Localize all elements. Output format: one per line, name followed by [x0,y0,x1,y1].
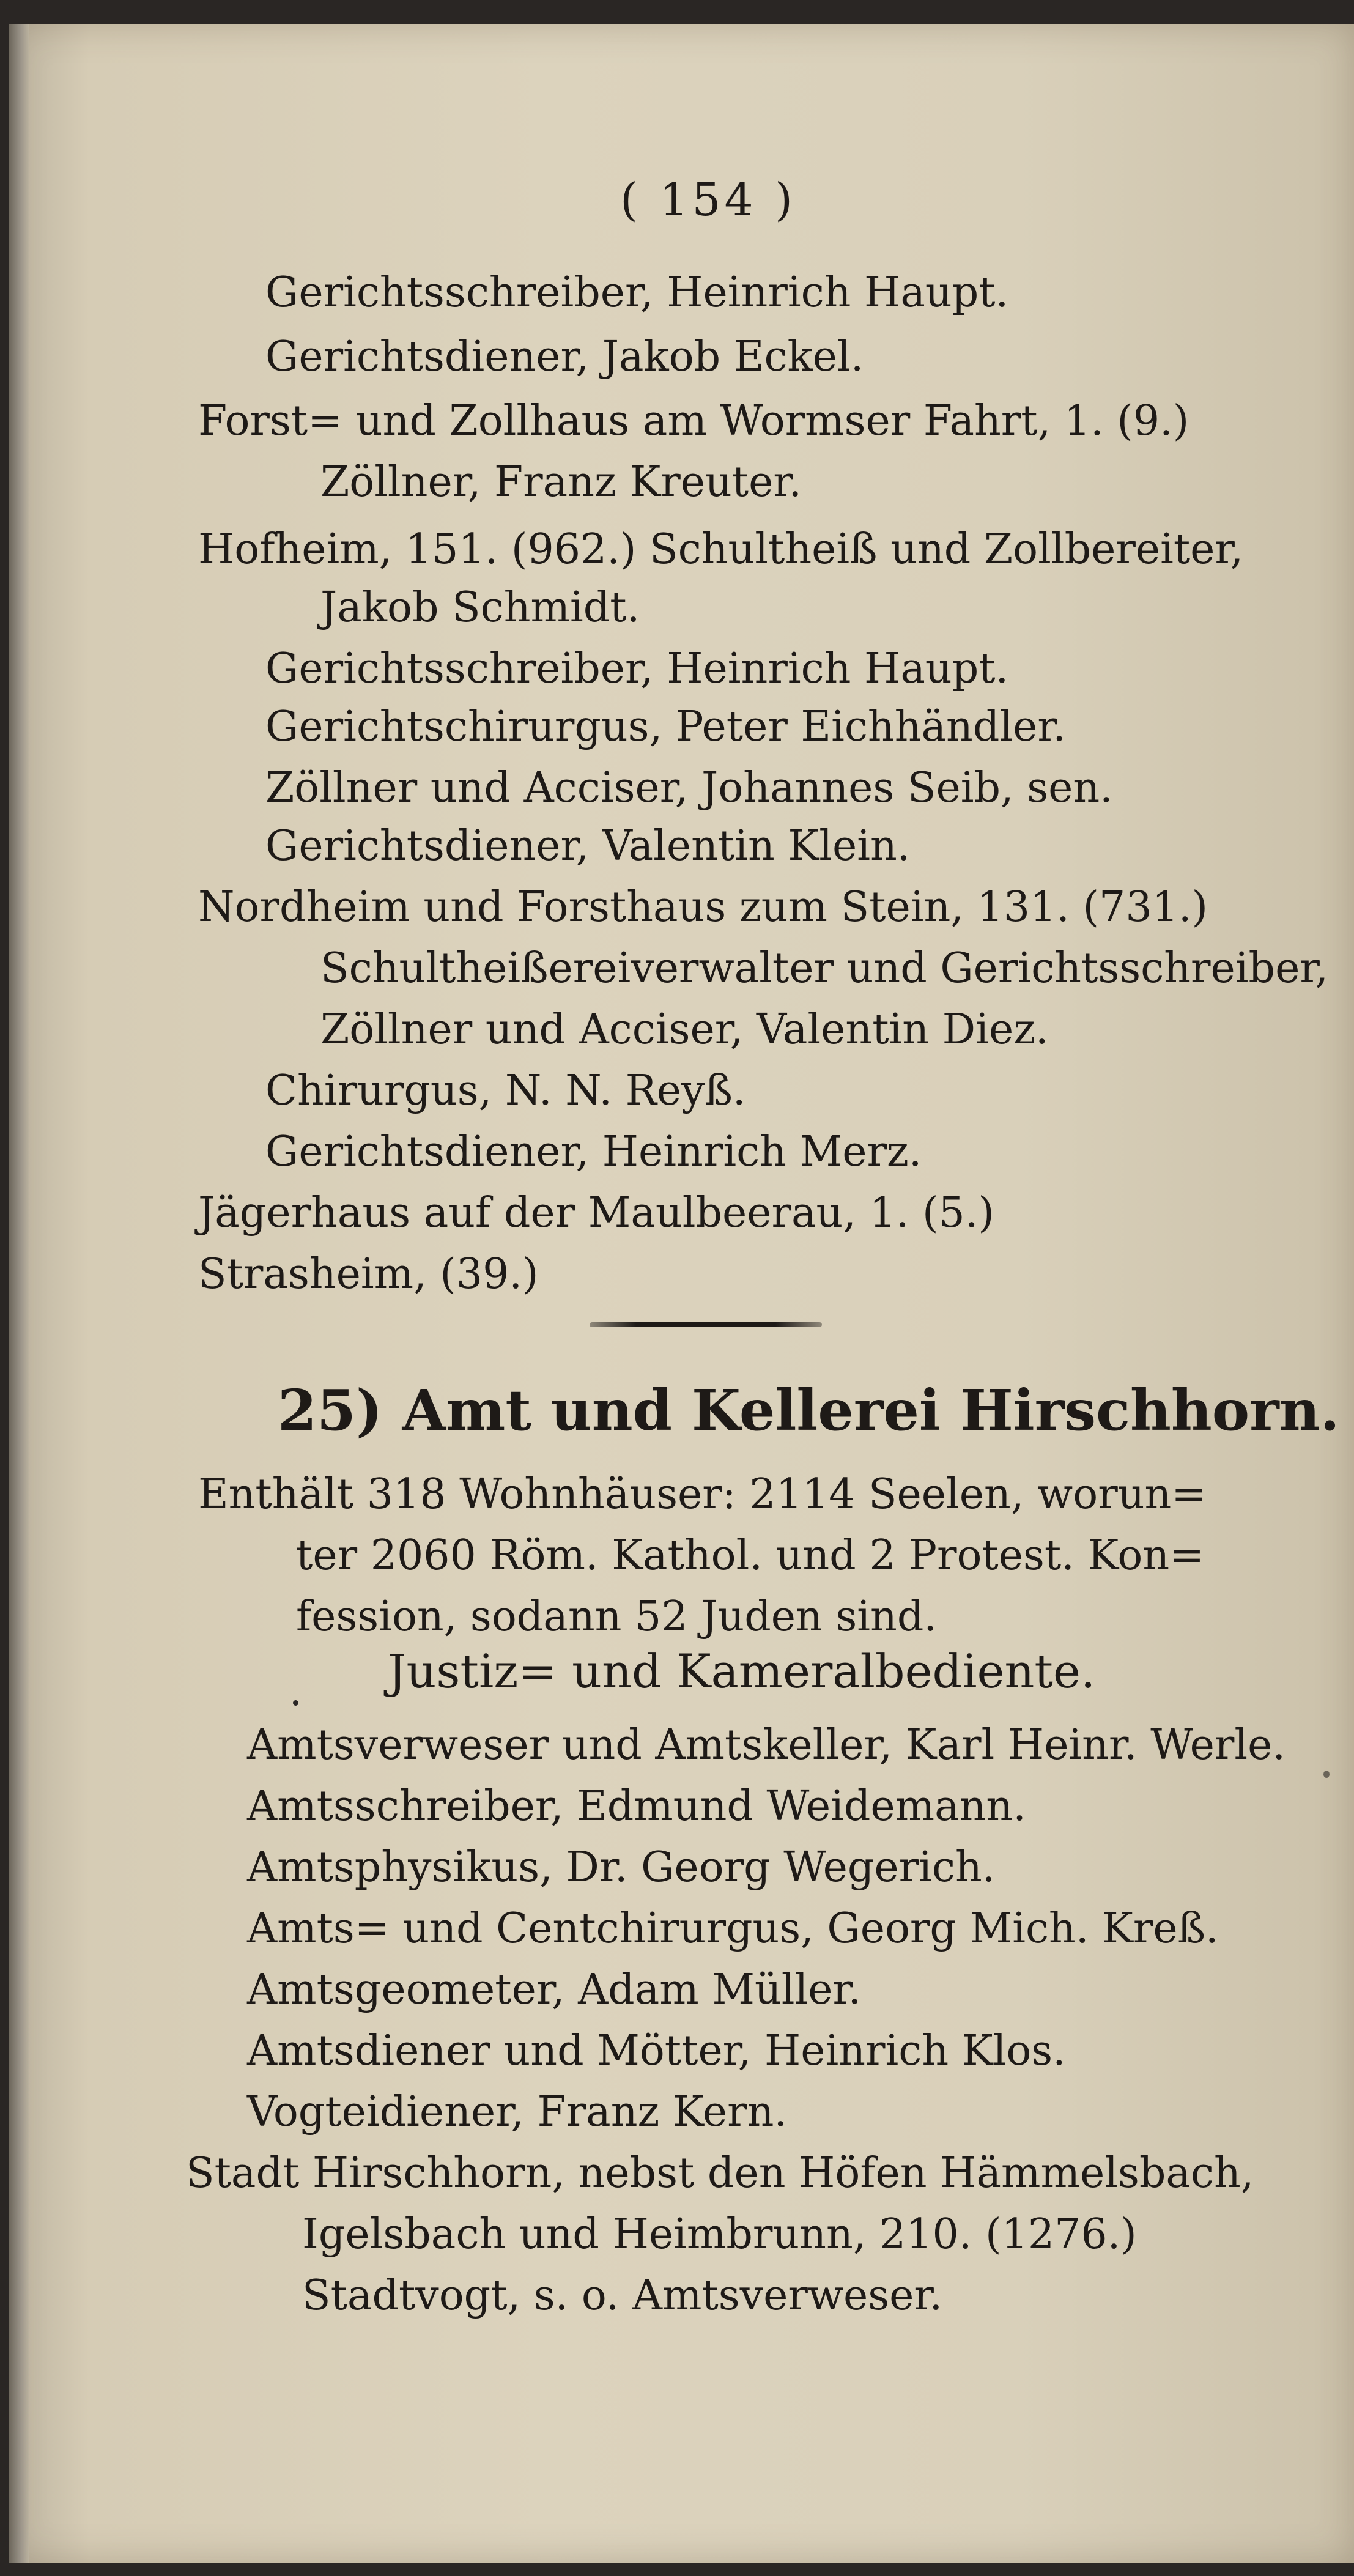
summary-line: fession, sodann 52 Juden sind. [296,1593,937,1641]
text-line: Zöllner und Acciser, Johannes Seib, sen. [265,764,1113,812]
entry-line: Vogteidiener, Franz Kern. [247,2088,788,2136]
entry-line: Amtsdiener und Mötter, Heinrich Klos. [247,2027,1066,2075]
page-number: ( 154 ) [620,174,797,226]
subsection-heading: Justiz= und Kameralbediente. [388,1644,1096,1698]
book-binding-edge [9,24,29,2563]
entry-line: Igelsbach und Heimbrunn, 210. (1276.) [302,2210,1137,2259]
text-line: Gerichtschirurgus, Peter Eichhändler. [265,703,1066,751]
summary-line: ter 2060 Röm. Kathol. und 2 Protest. Kon= [296,1531,1205,1580]
text-line: Chirurgus, N. N. Reyß. [265,1067,746,1115]
text-line: Nordheim und Forsthaus zum Stein, 131. (731.) [198,883,1208,931]
text-line: Gerichtsschreiber, Heinrich Haupt. [265,268,1009,317]
ink-speck [1323,1771,1330,1778]
entry-line: Stadtvogt, s. o. Amtsverweser. [302,2271,943,2320]
text-line: Zöllner, Franz Kreuter. [320,458,802,506]
section-divider [590,1322,822,1327]
entry-line: Amtsgeometer, Adam Müller. [247,1966,862,2014]
text-line: Strasheim, (39.) [198,1250,539,1298]
text-line: Jakob Schmidt. [320,583,640,632]
text-line: Gerichtsdiener, Valentin Klein. [265,822,911,870]
text-line: Gerichtsdiener, Jakob Eckel. [265,333,864,381]
text-line: Forst= und Zollhaus am Wormser Fahrt, 1. (9.) [198,397,1189,445]
section-heading: 25) Amt und Kellerei Hirschhorn. [278,1377,1340,1443]
text-line: Schultheißereiverwalter und Gerichtsschreiber, [320,944,1328,993]
entry-line: Amtsphysikus, Dr. Georg Wegerich. [247,1843,996,1892]
entry-line: Amtsverweser und Amtskeller, Karl Heinr. Werle. [247,1721,1286,1769]
summary-line: Enthält 318 Wohnhäuser: 2114 Seelen, worun= [198,1470,1207,1519]
text-line: Hofheim, 151. (962.) Schultheiß und Zollbereiter, [198,525,1244,574]
text-line: Jägerhaus auf der Maulbeerau, 1. (5.) [198,1189,994,1237]
text-line: Zöllner und Acciser, Valentin Diez. [320,1005,1049,1054]
entry-line: Amts= und Centchirurgus, Georg Mich. Kreß. [247,1904,1219,1953]
book-page [9,24,1354,2563]
entry-line: Amtsschreiber, Edmund Weidemann. [247,1782,1026,1830]
text-line: Gerichtsdiener, Heinrich Merz. [265,1128,922,1176]
entry-line: Stadt Hirschhorn, nebst den Höfen Hämmelsbach, [186,2149,1254,2197]
text-line: Gerichtsschreiber, Heinrich Haupt. [265,645,1009,693]
ink-speck [293,1700,298,1706]
